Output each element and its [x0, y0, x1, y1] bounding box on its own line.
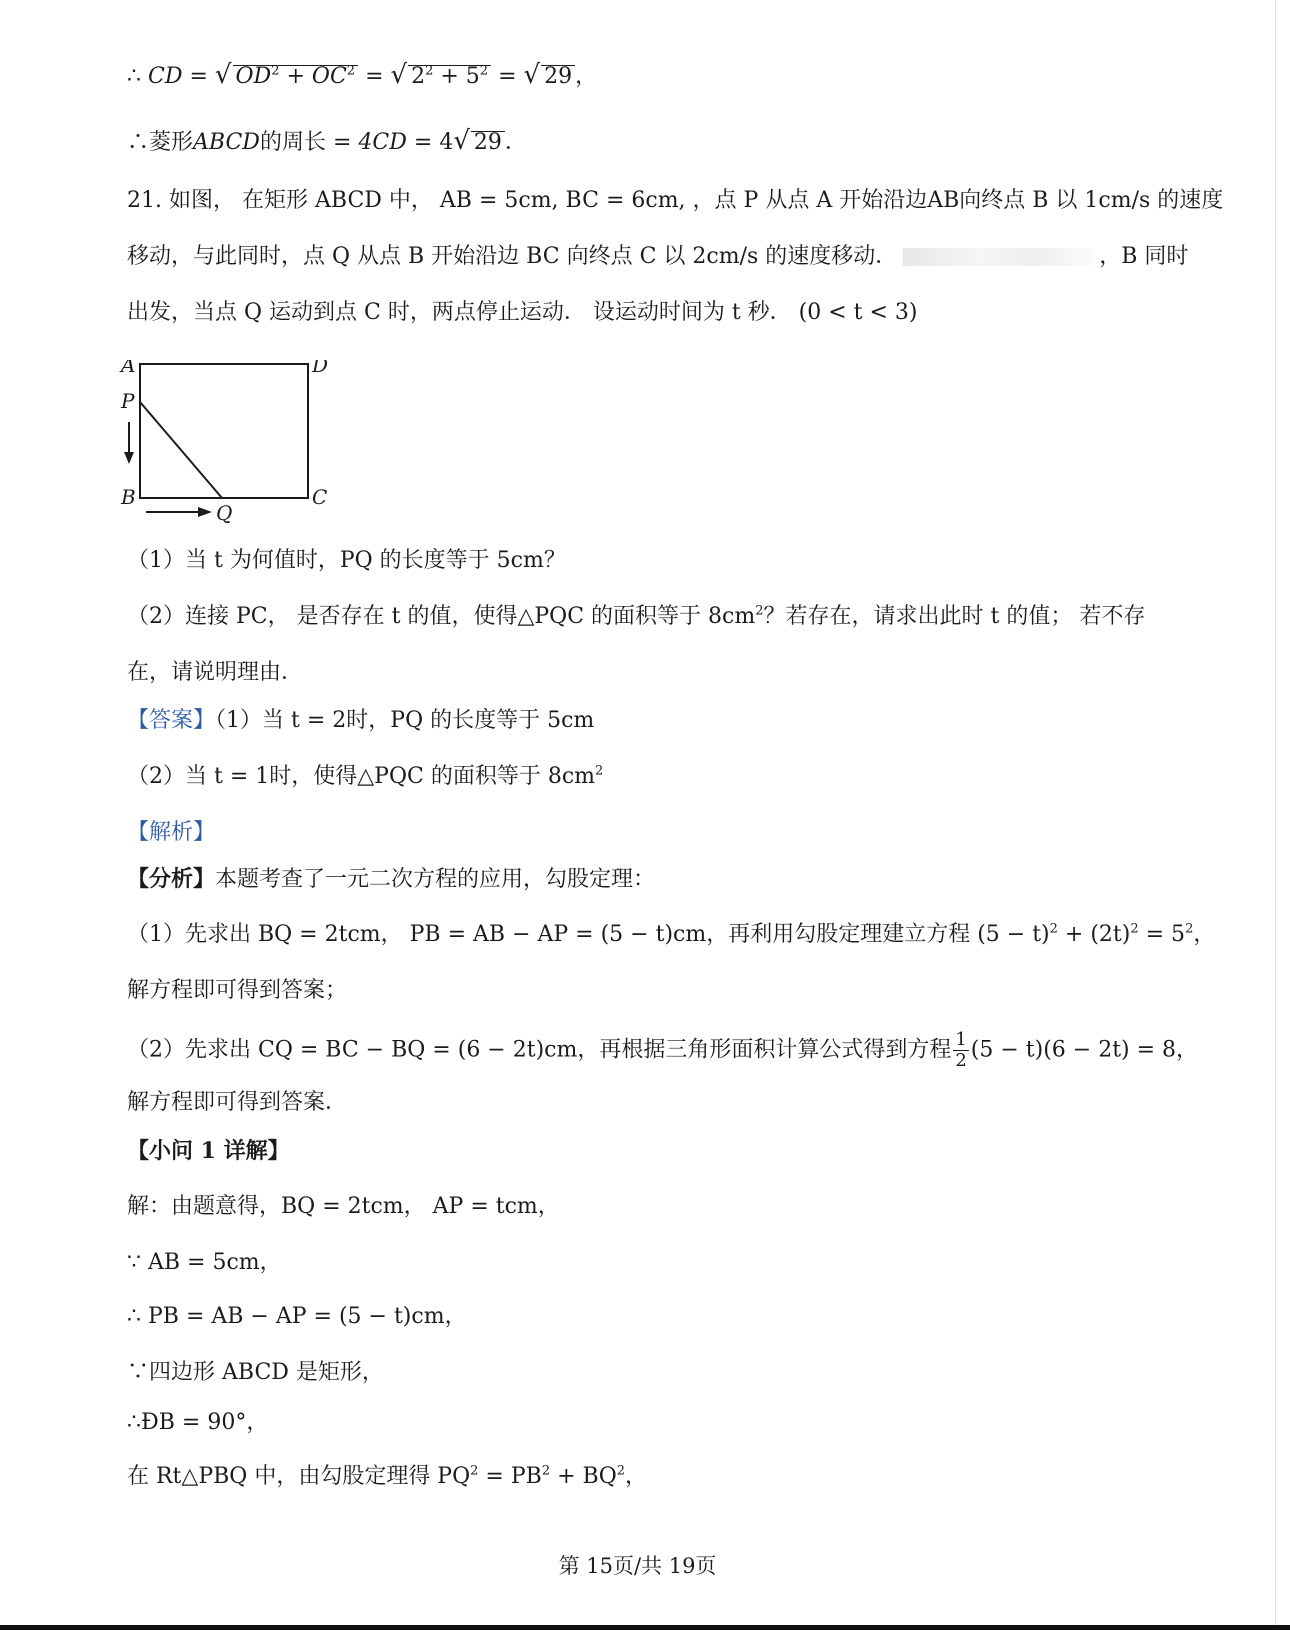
sqrt-symbol: √ — [390, 60, 408, 90]
answer-tag: 【答案】 — [127, 708, 216, 733]
var-4cd: 4CD — [358, 130, 407, 155]
question-text: ？若存在，请求出此时 t 的值； 若不存 — [763, 604, 1146, 629]
problem-line-2 — [127, 242, 1188, 272]
detail-tag: 【小问 1 详解】 — [127, 1138, 290, 1164]
question-2: （2）连接 PC， 是否存在 t 的值，使得△PQC 的面积等于 $8cm^2$？若存在，请求出此时 t 的值； 若不存 — [127, 603, 1146, 629]
blurred-region — [903, 248, 1093, 266]
problem-text: 如图， 在矩形 ABCD 中， AB = 5cm, BC = 6cm, ，点 P 从点 A 开始沿边AB向终点 B 以 1cm/s 的速度 — [169, 188, 1224, 213]
analysis-text: 本题考查了一元二次方程的应用，勾股定理： — [215, 867, 656, 892]
rectangle-figure — [118, 360, 358, 550]
equals: = — [498, 64, 517, 89]
radicand: 29 — [471, 131, 505, 154]
detail-s4: ∵四边形 ABCD 是矩形， — [127, 1360, 384, 1385]
detail-s1: 解：由题意得，BQ = 2tcm， AP = tcm， — [127, 1194, 560, 1219]
equals: = — [189, 64, 208, 89]
text: ∴菱形 — [127, 130, 194, 155]
question-text: 在，请说明理由． — [127, 660, 304, 685]
label-p: P — [121, 389, 135, 413]
page-footer: 第 15页/共 19页 — [558, 1554, 717, 1578]
answer-text: （1）当 t = 2时，PQ 的长度等于 5cm — [215, 708, 595, 733]
label-q: Q — [216, 501, 233, 525]
label-b: B — [121, 485, 136, 509]
problem-text: ，B 同时 — [1099, 244, 1189, 269]
question-1 — [127, 546, 566, 576]
detail-s6: 在 Rt△PBQ 中，由勾股定理得 $PQ^2 = PB^2 + BQ^2$， — [127, 1463, 648, 1489]
question-2-cont — [127, 658, 303, 688]
var-cd: CD — [148, 64, 183, 89]
analysis-tag: 【解析】 — [127, 820, 216, 845]
label-a: A — [121, 360, 136, 377]
problem-number: 21. — [127, 188, 162, 213]
sqrt-symbol: √ — [453, 126, 470, 156]
detail-s5: ∴ÐB = 90°， — [127, 1410, 269, 1435]
arrowhead-right — [198, 507, 212, 517]
problem-text: 出发，当点 Q 运动到点 C 时，两点停止运动． 设运动时间为 t 秒． (0 < t < 3) — [127, 300, 918, 325]
fraction-half: $\frac{1}{2}$ — [955, 1029, 967, 1071]
analysis-p2-cont: 解方程即可得到答案． — [127, 1090, 348, 1115]
label-c: C — [312, 485, 328, 509]
analysis-p1-cont: 解方程即可得到答案； — [127, 978, 348, 1003]
bottom-bar — [0, 1625, 1290, 1630]
answer-2: （2）当 t = 1时，使得△PQC 的面积等于 $8cm^2$ — [127, 763, 604, 789]
analysis-p1: （1）先求出 BQ = 2tcm， PB = AB − AP = (5 − t)cm，再利用勾股定理建立方程 $(5 - t)^2 + (2t)^2 = 5^2$， — [127, 921, 1216, 947]
answer-1 — [127, 706, 594, 736]
radicand: 29 — [541, 65, 575, 88]
equation-cd: ∴ CD = √ $OD^2 + OC^2$ = √ $2^2 + 5^2$ = √ 29 ， — [127, 60, 598, 90]
radicand: $2^2 + 5^2$ — [408, 65, 491, 88]
sqrt-symbol: √ — [523, 60, 541, 90]
problem-line-3 — [127, 298, 918, 328]
var-abcd: ABCD — [193, 130, 260, 155]
sqrt-symbol: √ — [214, 60, 232, 90]
label-d: D — [312, 360, 329, 377]
therefore-symbol: ∴ — [127, 64, 141, 89]
analysis-p2: （2）先求出 CQ = BC − BQ = (6 − 2t)cm，再根据三角形面积计算公式得到方程 $\frac{1}{2}$ (5 − t)(6 − 2t) = 8， — [127, 1029, 1199, 1071]
equals: = — [365, 64, 384, 89]
segment-pq — [140, 402, 222, 498]
text: 的周长 — [259, 130, 326, 155]
equation-perimeter: ∴菱形ABCD的周长 = 4CD = 4√ 29 ． — [127, 126, 527, 156]
problem-line-1 — [127, 186, 1223, 216]
detail-tag-line — [127, 1136, 290, 1167]
fenxi-tag: 【分析】 — [127, 866, 216, 892]
question-text: （1）当 t 为何值时，PQ 的长度等于 5cm？ — [127, 548, 566, 573]
detail-s3: ∴ PB = AB − AP = (5 − t)cm， — [127, 1304, 467, 1329]
problem-text: 移动，与此同时，点 Q 从点 B 开始沿边 BC 向终点 C 以 2cm/s 的速度移动． — [127, 244, 898, 269]
detail-s2: ∵ AB = 5cm， — [127, 1250, 282, 1275]
arrowhead-down — [124, 452, 134, 464]
analysis-intro — [127, 864, 655, 895]
radicand: $OD^2 + OC^2$ — [233, 65, 359, 88]
answer-text: （2）当 t = 1时，使得△PQC 的面积等于 8cm — [127, 764, 596, 789]
analysis-tag-line — [127, 818, 215, 848]
question-text: （2）连接 PC， 是否存在 t 的值，使得△PQC 的面积等于 8cm — [127, 604, 756, 629]
